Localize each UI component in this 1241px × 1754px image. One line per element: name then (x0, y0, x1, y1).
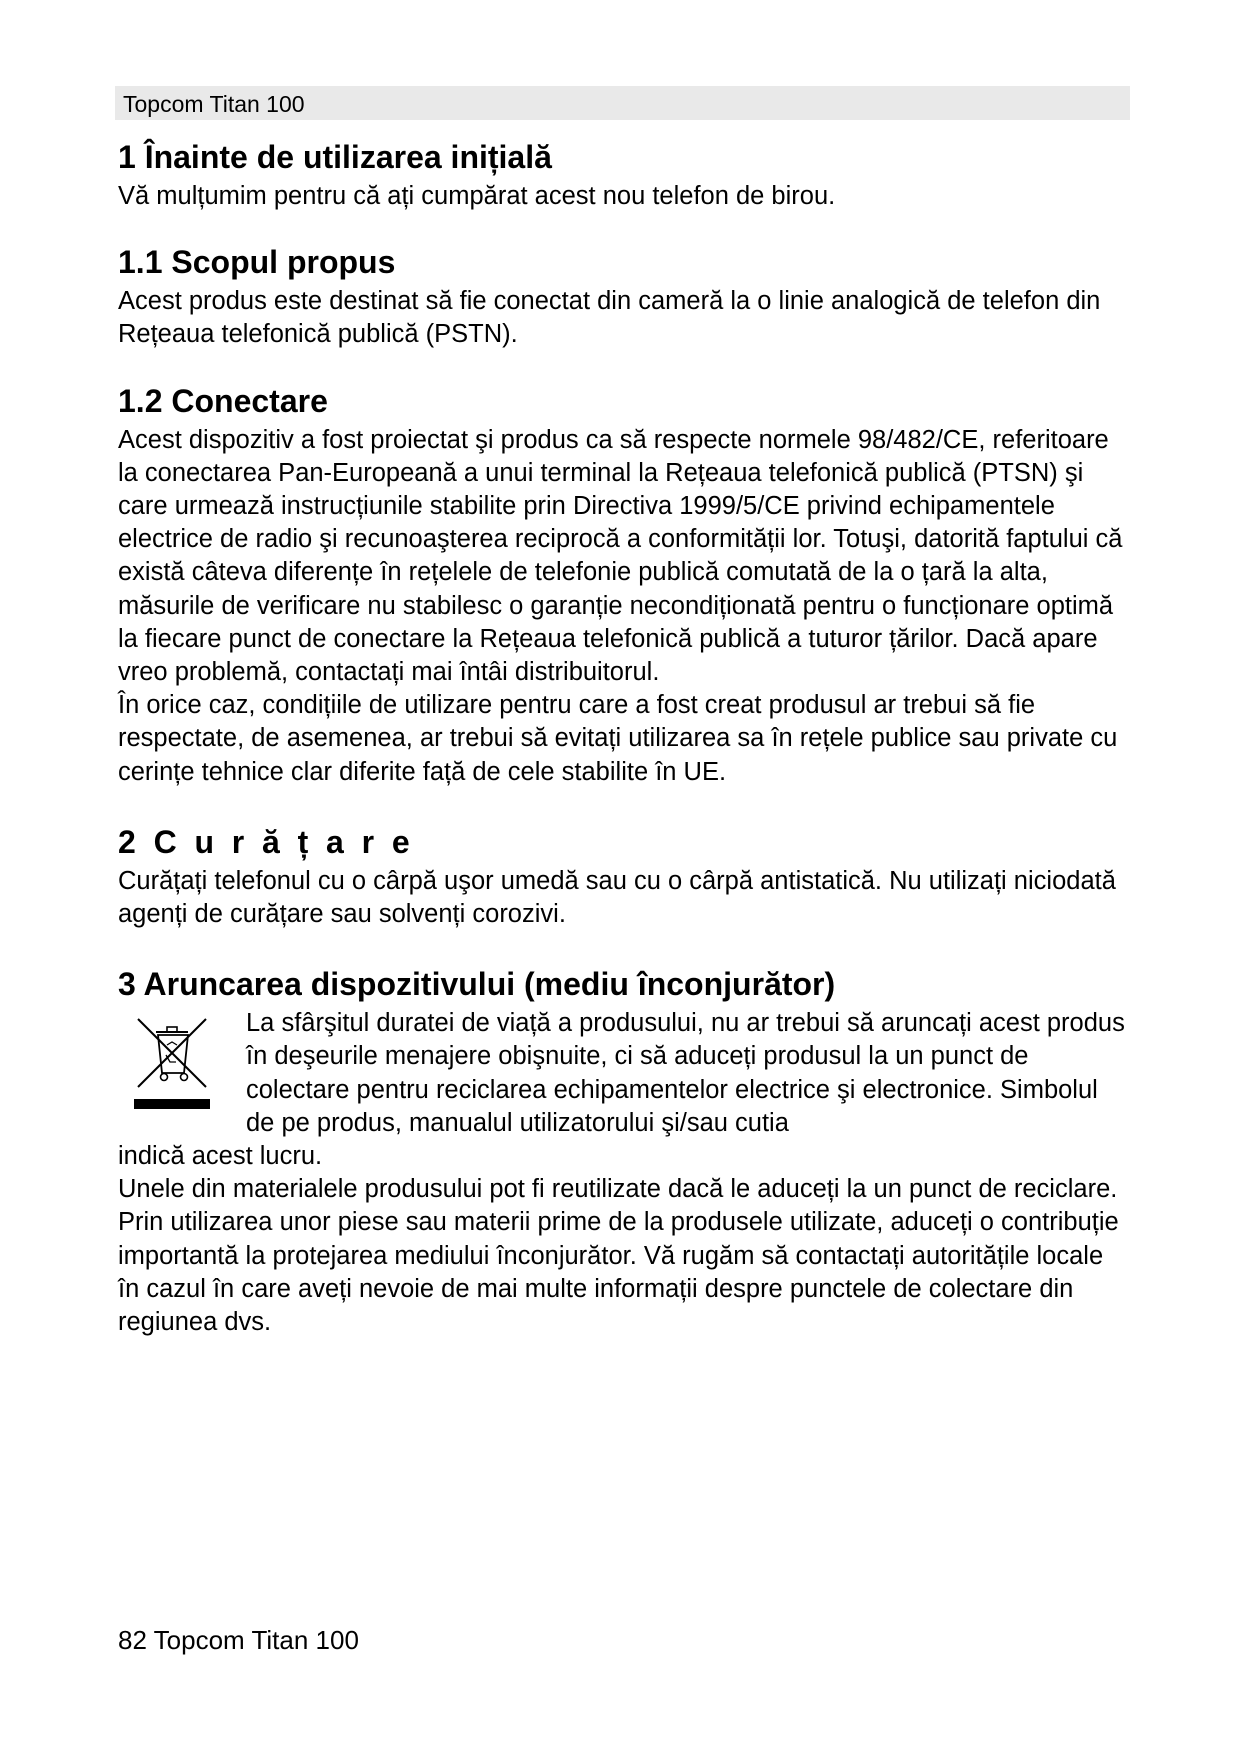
document-body (118, 138, 1130, 1339)
disposal-block (118, 1007, 1130, 1140)
section-1-body: Vă mulțumim pentru că ați cumpărat acest nou telefon de birou. (118, 182, 836, 210)
section-1-2-body-1: Acest dispozitiv a fost proiectat şi produs ca să respecte normele 98/482/CE, referitoare la conectarea Pan-Europeană a unui terminal la Rețeaua telefonică publică (PTSN) şi care urmează instrucțiunile stabilite prin Directiva 1999/5/CE privind echipamentele electrice de radio şi recunoaşterea reciprocă a conformității lor. Totuşi, datorită faptului că există câteva diferențe în rețelele de telefonie publică comutată de la o țară la alta, măsurile de verificare nu stabilesc o garanție necondiționată pentru o funcționare optimă la fiecare punct de conectare la Rețeaua telefonică publică a tuturor țărilor. Dacă apare vreo problemă, contactați mai întâi distribuitorul. (118, 425, 1123, 687)
section-3-body-2: Unele din materialele produsului pot fi reutilizate dacă le aduceți la un punct de reciclare. Prin utilizarea unor piese sau materii prime de la produsele utilizate, aduceți o contribuție importantă la protejarea mediului înconjurător. Vă rugăm să contactați autoritățile locale în cazul în care aveți nevoie de mai multe informații despre punctele de colectare din regiunea dvs. (118, 1175, 1119, 1337)
header-title: Topcom Titan 100 (123, 91, 305, 117)
section-2-body: Curățați telefonul cu o cârpă uşor umedă sau cu o cârpă antistatică. Nu utilizați niciodată agenți de curățare sau solvenți corozivi. (118, 866, 1116, 929)
section-3-body-1: La sfârşitul duratei de viață a produsului, nu ar trebui să aruncați acest produs în deşeurile menajere obişnuite, ci să aduceți produsul la un punct de colectare pentru reciclarea echipamentelor electrice şi electronice. Simbolul de pe produs, manualul utilizatorului şi/sau cutia (246, 1009, 1125, 1137)
section-1-1-body: Acest produs este destinat să fie conectat din cameră la o linie analogică de telefon din Rețeaua telefonică publică (PSTN). (118, 287, 1101, 349)
crossed-out-wheelie-bin-icon (134, 1015, 210, 1111)
section-3-body-1-continued: indică acest lucru. (118, 1142, 323, 1171)
section-1-2-body-2: În orice caz, condițiile de utilizare pentru care a fost creat produsul ar trebui să fie respectate, de asemenea, ar trebui să evitați utilizarea sa în rețele publice sau private cu cerințe tehnice clar diferite față de cele stabilite în UE. (118, 691, 1118, 786)
section-2-title: 2 C u r ă ț a r e (118, 823, 410, 860)
page-footer: 82 Topcom Titan 100 (118, 1625, 359, 1655)
section-3-title: 3 Aruncarea dispozitivului (mediu înconjurător) (118, 966, 836, 1003)
section-1-title: 1 Înainte de utilizarea inițială (118, 139, 552, 175)
section-1-2-title: 1.2 Conectare (118, 382, 328, 419)
page-header (115, 86, 1130, 120)
section-1-1-title: 1.1 Scopul propus (118, 244, 396, 281)
